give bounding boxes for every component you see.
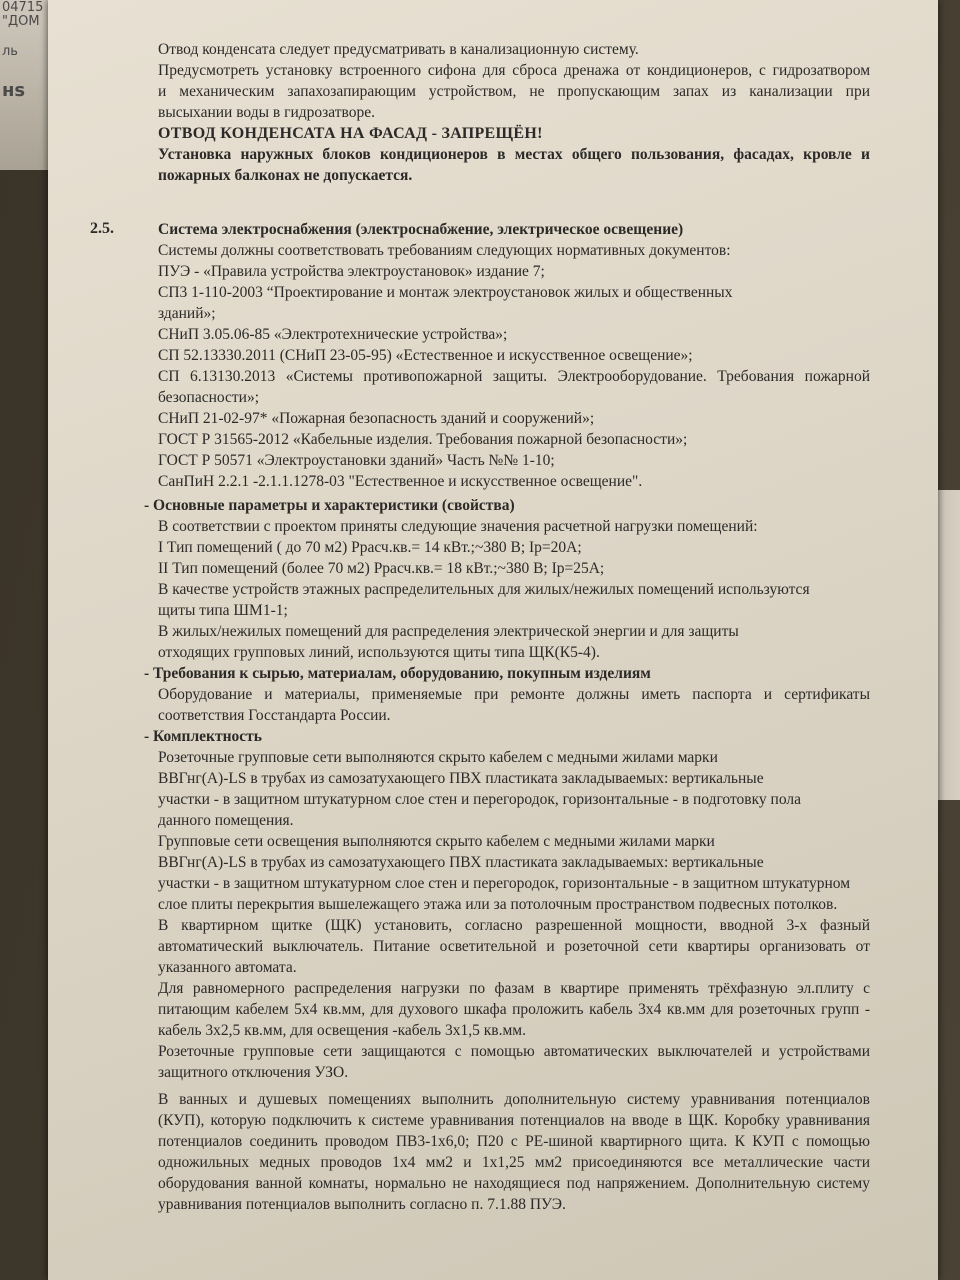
- text-line: щиты типа ШМ1-1;: [158, 602, 288, 619]
- text-line: данного помещения.: [158, 812, 294, 829]
- section-heading: Система электроснабжения (электроснабжение, электрическое освещение): [158, 221, 684, 238]
- subsection-heading: - Комплектность: [144, 728, 262, 745]
- text-line: указанного автомата.: [158, 959, 297, 976]
- text-line: СП 52.13330.2011 (СНиП 23-05-95) «Естественное и искусственное освещение»;: [158, 347, 693, 364]
- text-line: высыхании воды в гидрозатворе.: [158, 104, 375, 121]
- text-line: СНиП 21-02-97* «Пожарная безопасность зданий и сооружений»;: [158, 410, 595, 427]
- text-line: В квартирном щитке (ЩК) установить, согласно разрешенной мощности, вводной 3-х фазный: [158, 917, 870, 934]
- text-line: Отвод конденсата следует предусматривать в канализационную систему.: [158, 41, 639, 58]
- text-line: кабель 3х2,5 кв.мм, для освещения -кабель 3х1,5 кв.мм.: [158, 1022, 526, 1039]
- text-line: Розеточные групповые сети защищаются с помощью автоматических выключателей и устройствами: [158, 1043, 870, 1060]
- text-line: безопасности»;: [158, 389, 260, 406]
- subsection-heading: - Требования к сырью, материалам, оборудованию, покупным изделиям: [144, 665, 651, 682]
- text-line: ВВГнг(А)-LS в трубах из самозатухающего ПВХ пластиката закладываемых: вертикальные: [158, 854, 764, 871]
- section-number: 2.5.: [90, 220, 114, 237]
- text-line: Оборудование и материалы, применяемые при ремонте должны иметь паспорта и сертификаты: [158, 686, 870, 703]
- text-line: пожарных балконах не допускается.: [158, 167, 413, 184]
- text-line: питающим кабелем 5х4 кв.мм, для духового шкафа проложить кабель 3х4 кв.мм для розеточных групп -: [158, 1001, 870, 1018]
- text-line: В качестве устройств этажных распределительных для жилых/нежилых помещений используются: [158, 581, 810, 598]
- text-line: В соответствии с проектом приняты следующие значения расчетной нагрузки помещений:: [158, 518, 758, 535]
- text-line: В жилых/нежилых помещений для распределения электрической энергии и для защиты: [158, 623, 739, 640]
- text-line: защитного отключения УЗО.: [158, 1064, 349, 1081]
- bg-fragment: нs: [2, 80, 26, 101]
- text-line: ПУЭ - «Правила устройства электроустановок» издание 7;: [158, 263, 545, 280]
- text-line: СП3 1-110-2003 “Проектирование и монтаж электроустановок жилых и общественных: [158, 284, 733, 301]
- text-line: (КУП), которую подключить к системе уравнивания потенциалов на вводе в ЩК. Коробку уравнивания: [158, 1112, 870, 1129]
- text-line: II Тип помещений (более 70 м2) Ррасч.кв.= 18 кВт.;~380 В; Iр=25А;: [158, 560, 605, 577]
- text-line: Групповые сети освещения выполняются скрыто кабелем с медными жилами марки: [158, 833, 715, 850]
- text-line: зданий»;: [158, 305, 216, 322]
- text-line: ГОСТ Р 50571 «Электроустановки зданий» Часть №№ 1-10;: [158, 452, 555, 469]
- warning-heading: ОТВОД КОНДЕНСАТА НА ФАСАД - ЗАПРЕЩЁН!: [158, 125, 543, 142]
- text-line: слое плиты перекрытия вышележащего этажа или за потолочным пространством подвесных потолков.: [158, 896, 838, 913]
- text-line: СНиП 3.05.06-85 «Электротехнические устройства»;: [158, 326, 508, 343]
- text-line: СП 6.13130.2013 «Системы противопожарной защиты. Электрооборудование. Требования пожарной: [158, 368, 870, 385]
- text-line: Для равномерного распределения нагрузки по фазам в квартире применять трёхфазную эл.плиту с: [158, 980, 870, 997]
- bg-fragment: 04715: [2, 0, 44, 15]
- bg-fragment: "ДОМ: [2, 14, 40, 29]
- text-line: Предусмотреть установку встроенного сифона для сброса дренажа от кондиционеров, с гидрозатвором: [158, 62, 870, 79]
- text-line: I Тип помещений ( до 70 м2) Ррасч.кв.= 14 кВт.;~380 В; Iр=20А;: [158, 539, 582, 556]
- text-line: Установка наружных блоков кондиционеров в местах общего пользования, фасадах, кровле и: [158, 146, 870, 163]
- text-line: одножильных медных проводов 1х4 мм2 и 1х1,25 мм2 присоединяются все металлические части: [158, 1154, 870, 1171]
- text-line: соответствия Госстандарта России.: [158, 707, 391, 724]
- text-line: отходящих групповых линий, используются щиты типа ЩК(К5-4).: [158, 644, 600, 661]
- bg-fragment: ль: [2, 44, 18, 59]
- text-line: участки - в защитном штукатурном слое стен и перегородок, горизонтальные - в подготовку пола: [158, 791, 802, 808]
- text-line: ВВГнг(А)-LS в трубах из самозатухающего ПВХ пластиката закладываемых: вертикальные: [158, 770, 764, 787]
- text-line: СанПиН 2.2.1 -2.1.1.1278-03 "Естественное и искусственное освещение".: [158, 473, 643, 490]
- text-line: В ванных и душевых помещениях выполнить дополнительную систему уравнивания потенциалов: [158, 1091, 870, 1108]
- document-page: [48, 0, 938, 1280]
- text-line: уравнивания потенциалов выполнить согласно п. 7.1.88 ПУЭ.: [158, 1196, 566, 1213]
- text-line: потенциалов соединить проводом ПВ3-1х6,0; П20 с РЕ-шиной квартирного щита. К КУП с помощью: [158, 1133, 870, 1150]
- text-line: и механическим запахозапирающим устройством, не пропускающим запах из канализации при: [158, 83, 870, 100]
- text-line: оборудования ванной комнаты, нормально не находящиеся под напряжением. Дополнительную систему: [158, 1175, 870, 1192]
- text-line: автоматический выключатель. Питание осветительной и розеточной сети квартиры организовать от: [158, 938, 870, 955]
- text-line: участки - в защитном штукатурном слое стен и перегородок, горизонтальные - в защитном штукатурном: [158, 875, 851, 892]
- text-line: Системы должны соответствовать требованиям следующих нормативных документов:: [158, 242, 731, 259]
- text-line: ГОСТ Р 31565-2012 «Кабельные изделия. Требования пожарной безопасности»;: [158, 431, 688, 448]
- text-line: Розеточные групповые сети выполняются скрыто кабелем с медными жилами марки: [158, 749, 718, 766]
- subsection-heading: - Основные параметры и характеристики (свойства): [144, 497, 515, 514]
